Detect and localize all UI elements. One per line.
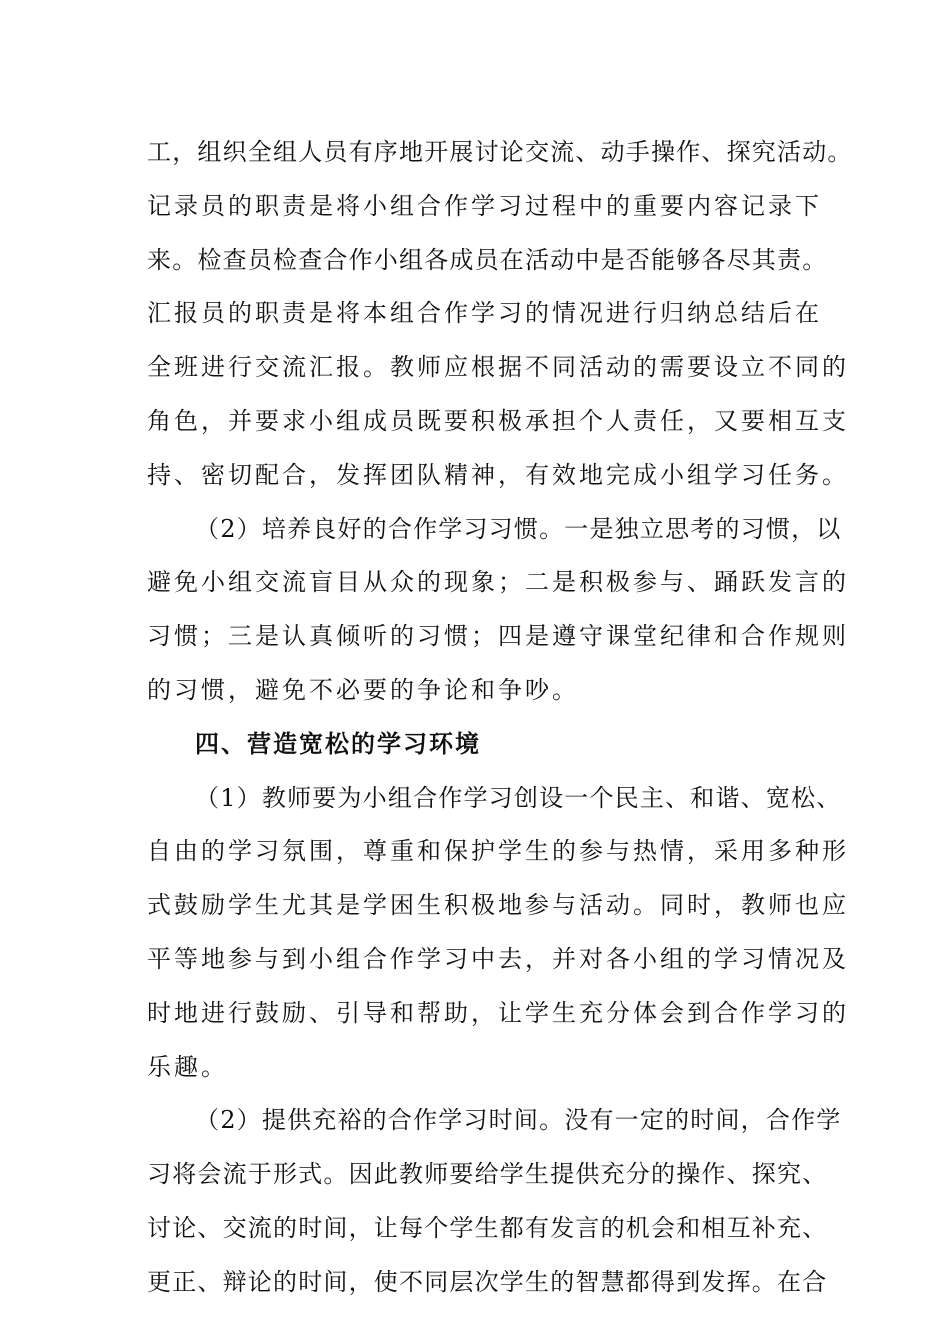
text-line: 自由的学习氛围，尊重和保护学生的参与热情，采用多种形 — [147, 837, 849, 866]
text-line: 工，组织全组人员有序地开展讨论交流、动手操作、探究活动。 — [147, 138, 853, 166]
paragraph-start-line: （2）提供充裕的合作学习时间。没有一定的时间，合作学 — [195, 1106, 842, 1135]
text-line: 习惯；三是认真倾听的习惯；四是遵守课堂纪律和合作规则 — [147, 622, 849, 651]
paragraph-start-line: （1）教师要为小组合作学习创设一个民主、和谐、宽松、 — [195, 783, 842, 812]
text-line: 记录员的职责是将小组合作学习过程中的重要内容记录下 — [147, 191, 822, 220]
text-line: 平等地参与到小组合作学习中去，并对各小组的学习情况及 — [147, 944, 849, 973]
body-text — [147, 126, 853, 1310]
text-line: 来。检查员检查合作小组各成员在活动中是否能够各尽其责。 — [147, 245, 828, 274]
text-line: 避免小组交流盲目从众的现象；二是积极参与、踊跃发言的 — [147, 568, 849, 597]
text-line: 的习惯，避免不必要的争论和争吵。 — [147, 675, 579, 704]
text-line: 持、密切配合，发挥团队精神，有效地完成小组学习任务。 — [147, 460, 849, 489]
paragraph-start-line: （2）培养良好的合作学习习惯。一是独立思考的习惯，以 — [195, 514, 842, 543]
text-line: 汇报员的职责是将本组合作学习的情况进行归纳总结后在 — [147, 299, 822, 328]
text-line: 式鼓励学生尤其是学困生积极地参与活动。同时，教师也应 — [147, 891, 849, 920]
text-line: 时地进行鼓励、引导和帮助，让学生充分体会到合作学习的 — [147, 998, 849, 1027]
text-line: 乐趣。 — [147, 1052, 228, 1081]
text-line: 习将会流于形式。因此教师要给学生提供充分的操作、探究、 — [147, 1160, 828, 1189]
text-line: 讨论、交流的时间，让每个学生都有发言的机会和相互补充、 — [147, 1213, 828, 1242]
text-line: 更正、辩论的时间，使不同层次学生的智慧都得到发挥。在合 — [147, 1267, 828, 1296]
text-line: 角色，并要求小组成员既要积极承担个人责任，又要相互支 — [147, 406, 849, 435]
text-line: 全班进行交流汇报。教师应根据不同活动的需要设立不同的 — [147, 353, 849, 382]
section-heading: 四、营造宽松的学习环境 — [195, 729, 481, 758]
